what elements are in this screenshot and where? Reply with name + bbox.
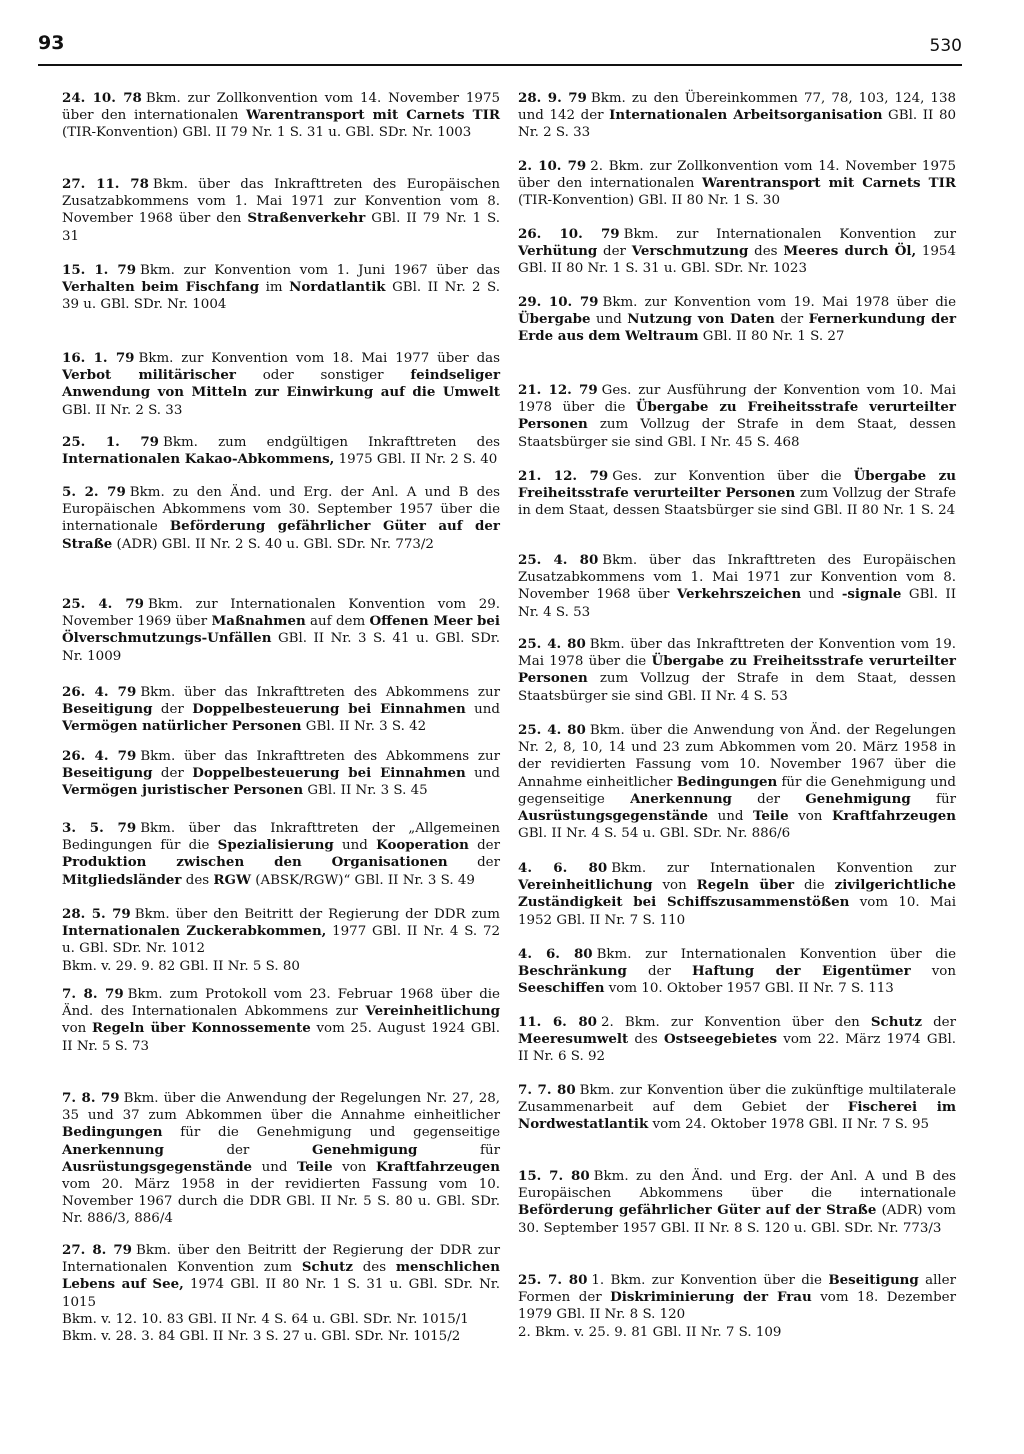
entry-text: Bkm. zur Internationalen Konvention zur [611,861,956,876]
entry-date: 26. 10. 79 [518,226,620,242]
entry-text: 2. Bkm. zur Zollkonvention vom 14. November 1975 über den internationalen [518,159,957,192]
entry-text: Bkm. über das Inkrafttreten der „Allgemeinen Bedingungen für die [62,821,501,854]
entry-date: 4. 6. 80 [518,860,608,876]
entry-text: Bkm. über die Anwendung der Regelungen Nr. 27, 28, 35 und 37 zum Abkommen über die Annahme einheitlicher [62,1091,500,1124]
entry-keyword: Verhütung [518,243,598,260]
entry-date: 21. 12. 79 [518,382,598,398]
law-entry [518,860,956,929]
entry-date: 3. 5. 79 [62,820,137,836]
entry-text: vom 24. Oktober 1978 GBl. II Nr. 7 S. 95 [648,1117,930,1133]
entry-text: Bkm. über das Inkrafttreten des Abkommens zur [140,685,500,700]
entry-text: und [252,1159,297,1175]
entry-text: GBl. II Nr. 3 S. 41 u. GBl. SDr. Nr. 1009 [62,631,500,664]
entry-text: Bkm. zum Protokoll vom 23. Februar 1968 über die Änd. des Internationalen Abkommens zur [62,987,500,1020]
entry-keyword: Internationalen Arbeitsorganisation [609,107,883,124]
entry-keyword: Spezialisierung [217,837,334,854]
entry-text: der [163,1142,312,1158]
entry-text: des [628,1032,664,1048]
entry-keyword: Verkehrszeichen [676,586,802,603]
entry-keyword: Beschränkung [518,963,627,980]
entry-text: 1975 GBl. II Nr. 2 S. 40 [334,452,498,468]
entry-keyword: Produktion zwischen den Organisationen [62,854,448,871]
law-entry [518,468,956,520]
entry-text: Bkm. zur Konvention vom 18. Mai 1977 über das [138,351,500,366]
entry-text: (ABSK/RGW)“ GBl. II Nr. 3 S. 49 [251,872,475,888]
entry-keyword: Ausrüstungsgegenstände [518,808,709,825]
entry-keyword: RGW [213,871,251,888]
entry-text: 1977 GBl. II Nr. 4 S. 72 u. GBl. SDr. Nr. 1012 [62,924,500,957]
entry-text: Bkm. zu den Änd. und Erg. der Anl. A und B des Europäischen Abkommens über die internationale [518,1169,956,1202]
entry-date: 26. 4. 79 [62,684,137,700]
entry-text: und [333,838,377,854]
entry-keyword: Nordatlantik [289,279,386,296]
entry-keyword: Vereinheitlichung [518,877,653,894]
entry-text: der [447,855,501,871]
law-entry [62,1242,500,1345]
entry-text: für die Genehmigung und gegenseitige [162,1125,500,1141]
entry-date: 26. 4. 79 [62,748,137,764]
law-entry [518,722,956,842]
entry-keyword: Bedingungen [676,773,778,790]
entry-text: Bkm. zur Internationalen Konvention über die [596,947,956,962]
entry-keyword: Vereinheitlichung [365,1003,500,1020]
law-entry [518,552,956,621]
entry-keyword: Bedingungen [62,1124,163,1141]
law-entry [518,226,956,278]
entry-keyword: Beseitigung [62,701,153,718]
entry-keyword: Regeln über Konnossemente [92,1020,311,1037]
entry-date: 15. 1. 79 [62,262,137,278]
entry-date: 21. 12. 79 [518,468,609,484]
law-entry [62,350,500,419]
entry-text: Bkm. zu den Änd. und Erg. der Anl. A und B des Europäischen Abkommens vom 30. September 1957 über die internationale [62,485,500,535]
entry-supplement: Bkm. v. 29. 9. 82 GBl. II Nr. 5 S. 80 [62,958,300,974]
law-entry [62,684,500,736]
entry-keyword: Mitgliedsländer [62,871,182,888]
law-entry [62,596,500,665]
law-entry [62,906,500,975]
entry-text: und [801,587,842,603]
entry-text: GBl. II Nr. 2 S. 33 [62,402,183,418]
entry-keyword: Teile [296,1158,333,1175]
entry-date: 2. 10. 79 [518,158,587,174]
entry-supplement: 2. Bkm. v. 25. 9. 81 GBl. II Nr. 7 S. 109 [518,1324,782,1340]
entry-keyword: Genehmigung [311,1141,418,1158]
entry-text: 1954 GBl. II 80 Nr. 1 S. 31 u. GBl. SDr. Nr. 1023 [518,244,956,277]
entry-keyword: Straßenverkehr [247,210,366,227]
entry-date: 5. 2. 79 [62,484,126,500]
entry-keyword: Anerkennung [630,790,732,807]
entry-text: und [465,766,500,782]
entry-text: Bkm. über das Inkrafttreten der Konvention vom 19. Mai 1978 über die [518,637,957,670]
law-entry [62,262,500,314]
entry-keyword: Haftung der Eigentümer [691,963,911,980]
entry-text: im [259,280,290,296]
entry-text: Bkm. über die Anwendung von Änd. der Regelungen Nr. 2, 8, 10, 14 und 23 zum Abkommen vom 20. März 1958 in der revidierten Fassung vom 10. November 1967 über die Annahme einheitlicher [518,723,956,790]
entry-date: 7. 7. 80 [518,1082,576,1098]
entry-keyword: Verbot militärischer [62,367,236,384]
law-entry [518,158,956,210]
entry-text: vom 10. Oktober 1957 GBl. II Nr. 7 S. 113 [604,981,894,997]
entry-keyword: Internationalen Zuckerabkommen, [62,923,327,940]
entry-keyword: Genehmigung [805,790,911,807]
entry-text: vom 10. Mai 1952 GBl. II Nr. 7 S. 110 [518,895,956,928]
entry-text: auf dem [305,614,370,630]
entry-text: der [921,1015,957,1030]
entry-text: Bkm. über den Beitritt der Regierung der DDR zum [134,907,500,922]
entry-text: für die Genehmigung und gegenseitige [518,774,956,807]
entry-text: für [910,791,956,807]
entry-text: 2. Bkm. zur Konvention über den [600,1015,871,1030]
entry-keyword: Übergabe zu Freiheitsstrafe verurteilter Personen [518,653,956,687]
entry-text: oder sonstiger [235,368,411,384]
entry-text: und [465,702,500,718]
entry-keyword: Verschmutzung [631,243,749,260]
entry-supplement: Bkm. v. 28. 3. 84 GBl. II Nr. 3 S. 27 u. GBl. SDr. Nr. 1015/2 [62,1329,461,1345]
entry-keyword: Beseitigung [62,765,153,782]
entry-text: die [794,878,835,894]
entry-date: 25. 4. 80 [518,722,586,738]
entry-keyword: -signale [841,586,902,603]
entry-text: GBl. II Nr. 2 S. 39 u. GBl. SDr. Nr. 1004 [62,280,500,313]
law-entry [62,748,500,800]
law-entry [518,90,956,142]
entry-text: zum Vollzug der Strafe in dem Staat, dessen Staatsbürger sie sind GBl. II 80 Nr. 1 S. 24 [518,486,956,519]
entry-text: vom 25. August 1924 GBl. II Nr. 5 S. 73 [62,1021,500,1054]
entry-keyword: Nutzung von Daten [627,311,775,328]
entry-keyword: Anerkennung [62,1141,164,1158]
entry-text: GBl. II Nr. 4 S. 53 [518,587,956,620]
entry-text: 1974 GBl. II 80 Nr. 1 S. 31 u. GBl. SDr. Nr. 1015 [62,1277,500,1310]
entry-text: GBl. II Nr. 3 S. 42 [301,719,427,735]
entry-keyword: Beförderung gefährlicher Güter auf der Straße [62,518,500,552]
entry-keyword: zivilgerichtliche Zuständigkeit bei Schiffszusammenstößen [518,877,956,911]
entry-keyword: Warentransport mit Carnets TIR [702,175,956,192]
entry-text: vom 20. März 1958 in der revidierten Fassung vom 10. November 1967 durch die DDR GBl. II Nr. 5 S. 80 u. GBl. SDr. Nr. 886/3, 886/4 [62,1177,500,1227]
entry-text: Ges. zur Konvention über die [612,469,854,484]
law-entry [62,1090,500,1228]
entry-date: 25. 1. 79 [62,434,160,450]
entry-text: des [748,244,784,260]
entry-date: 27. 11. 78 [62,176,149,192]
law-entry [518,1082,956,1134]
law-entry [62,176,500,245]
entry-keyword: Übergabe zu Freiheitsstrafe verurteilter Personen [518,399,956,433]
entry-keyword: Kooperation [376,837,469,854]
entry-text: für [417,1142,500,1158]
entry-text: Ges. zur Ausführung der Konvention vom 10. Mai 1978 über die [518,383,956,416]
entry-keyword: Doppelbesteuerung bei Einnahmen [192,701,466,718]
entry-keyword: Kraftfahrzeugen [375,1158,500,1175]
header-rule [38,64,962,66]
entry-text: GBl. II Nr. 4 S. 54 u. GBl. SDr. Nr. 886/6 [518,826,791,842]
entry-keyword: Schutz [301,1259,353,1276]
entry-text: der [597,244,632,260]
entry-text: Bkm. zur Konvention vom 19. Mai 1978 über die [602,295,956,310]
entry-keyword: Verhalten beim Fischfang [62,279,260,296]
entry-text: Bkm. zur Internationalen Konvention zur [623,227,956,242]
entry-text: GBl. II Nr. 3 S. 45 [303,783,428,799]
entry-keyword: feindseliger Anwendung von Mitteln zur Einwirkung auf die Umwelt [62,367,500,401]
entry-keyword: Übergabe [518,311,591,328]
entry-keyword: Regeln über [696,877,795,894]
entry-keyword: Seeschiffen [518,980,605,997]
entry-keyword: Vermögen juristischer Personen [62,782,304,799]
entry-text: Bkm. zur Internationalen Konvention vom 29. November 1969 über [62,597,501,630]
entry-keyword: Vermögen natürlicher Personen [62,718,302,735]
entry-text: (TIR-Konvention) GBl. II 80 Nr. 1 S. 30 [518,193,780,209]
page-number-right: 530 [929,36,962,56]
entry-text: (ADR) GBl. II Nr. 2 S. 40 u. GBl. SDr. Nr. 773/2 [112,536,434,552]
entry-date: 7. 8. 79 [62,1090,120,1106]
entry-date: 27. 8. 79 [62,1242,133,1258]
law-entry [62,90,500,142]
entry-keyword: Warentransport mit Carnets TIR [246,107,500,124]
law-entry [62,434,500,468]
law-entry [518,1272,956,1341]
law-entry [518,946,956,998]
entry-keyword: Fernerkundung der Erde aus dem Weltraum [518,311,956,345]
entry-date: 25. 4. 80 [518,552,599,568]
entry-date: 28. 9. 79 [518,90,587,106]
entry-keyword: Teile [752,808,789,825]
entry-text: (TIR-Konvention) GBl. II 79 Nr. 1 S. 31 u. GBl. SDr. Nr. 1003 [62,125,472,141]
entry-date: 29. 10. 79 [518,294,599,310]
entry-keyword: Offenen Meer bei Ölverschmutzungs-Unfällen [62,613,500,647]
entry-text: der [731,791,806,807]
entry-keyword: Fischerei im Nordwestatlantik [518,1099,956,1133]
entry-text: 1. Bkm. zur Konvention über die [591,1273,829,1288]
entry-keyword: Schutz [870,1014,922,1030]
entry-date: 25. 4. 80 [518,636,586,652]
entry-keyword: Ausrüstungsgegenstände [62,1158,253,1175]
entry-text: von [652,878,697,894]
entry-text: der [774,312,809,328]
entry-keyword: Internationalen Kakao-Abkommens, [62,451,335,468]
law-entry [518,636,956,705]
entry-keyword: Beseitigung [828,1272,919,1288]
entry-text: Bkm. zu den Übereinkommen 77, 78, 103, 124, 138 und 142 der [518,91,956,124]
entry-date: 4. 6. 80 [518,946,593,962]
entry-text: zum Vollzug der Strafe in dem Staat, dessen Staatsbürger sie sind GBl. II Nr. 4 S. 53 [518,671,956,704]
entry-text: Bkm. über das Inkrafttreten des Abkommens zur [140,749,500,764]
entry-text: (ADR) vom 30. September 1957 GBl. II Nr. 8 S. 120 u. GBl. SDr. Nr. 773/3 [518,1203,957,1236]
entry-text: vom 18. Dezember 1979 GBl. II Nr. 8 S. 120 [518,1290,956,1323]
page-number-left: 93 [38,32,65,54]
entry-text: aller Formen der [518,1273,956,1306]
entry-keyword: Meeresumwelt [518,1031,629,1048]
entry-date: 25. 4. 79 [62,596,145,612]
entry-keyword: Kraftfahrzeugen [831,808,956,825]
entry-text: Bkm. über den Beitritt der Regierung der DDR zur Internationalen Konvention zum [62,1243,501,1276]
entry-supplement: Bkm. v. 12. 10. 83 GBl. II Nr. 4 S. 64 u. GBl. SDr. Nr. 1015/1 [62,1311,469,1327]
entry-text: von [910,964,956,980]
entry-text: Bkm. zur Konvention über die zukünftige multilaterale Zusammenarbeit auf dem Gebiet der [518,1083,956,1116]
entry-text: von [62,1021,92,1037]
entry-date: 11. 6. 80 [518,1014,597,1030]
entry-date: 28. 5. 79 [62,906,131,922]
entry-text: der [626,964,692,980]
entry-text: Bkm. über das Inkrafttreten des Europäischen Zusatzabkommens vom 1. Mai 1971 zur Konvention vom 8. November 1968 über [518,553,957,603]
law-entry [518,294,956,346]
entry-keyword: Doppelbesteuerung bei Einnahmen [192,765,466,782]
entry-keyword: Meeres durch Öl, [783,243,917,260]
entry-text: und [590,312,628,328]
law-entry [518,382,956,451]
entry-date: 15. 7. 80 [518,1168,590,1184]
entry-text: GBl. II 80 Nr. 2 S. 33 [518,108,956,141]
entry-text: Bkm. über das Inkrafttreten des Europäischen Zusatzabkommens vom 1. Mai 1971 zur Konvention vom 8. November 1968 über den [62,177,500,227]
entry-keyword: menschlichen Lebens auf See, [62,1259,500,1293]
entry-text: und [708,809,753,825]
law-entry [62,820,500,889]
entry-keyword: Beförderung gefährlicher Güter auf der Straße [518,1202,877,1219]
law-entry [62,986,500,1055]
entry-date: 24. 10. 78 [62,90,142,106]
entry-keyword: Diskriminierung der Frau [610,1289,812,1306]
entry-text: Bkm. zur Konvention vom 1. Juni 1967 über das [140,263,500,278]
entry-keyword: Ostseegebietes [663,1031,778,1048]
law-entry [518,1014,956,1066]
entry-text: des [352,1260,396,1276]
entry-text: vom 22. März 1974 GBl. II Nr. 6 S. 92 [518,1032,956,1065]
entry-text: GBl. II 79 Nr. 1 S. 31 [62,211,501,244]
entry-text: von [788,809,832,825]
entry-date: 7. 8. 79 [62,986,124,1002]
entry-keyword: Maßnahmen [211,613,306,630]
entry-text: zum Vollzug der Strafe in dem Staat, dessen Staatsbürger sie sind GBl. I Nr. 45 S. 468 [518,417,956,450]
entry-date: 16. 1. 79 [62,350,135,366]
entry-text: Bkm. zur Zollkonvention vom 14. November 1975 über den internationalen [62,91,500,124]
entry-text: GBl. II 80 Nr. 1 S. 27 [698,329,845,345]
entry-text: der [468,838,500,854]
law-entry [518,1168,956,1237]
entry-date: 25. 7. 80 [518,1272,588,1288]
law-entry [62,484,500,553]
entry-text: der [152,702,193,718]
entry-text: des [181,872,214,888]
entry-text: Bkm. zum endgültigen Inkrafttreten des [163,435,501,450]
entry-keyword: Übergabe zu Freiheitsstrafe verurteilter Personen [518,468,956,502]
entry-text: von [332,1159,376,1175]
entry-text: der [152,766,193,782]
